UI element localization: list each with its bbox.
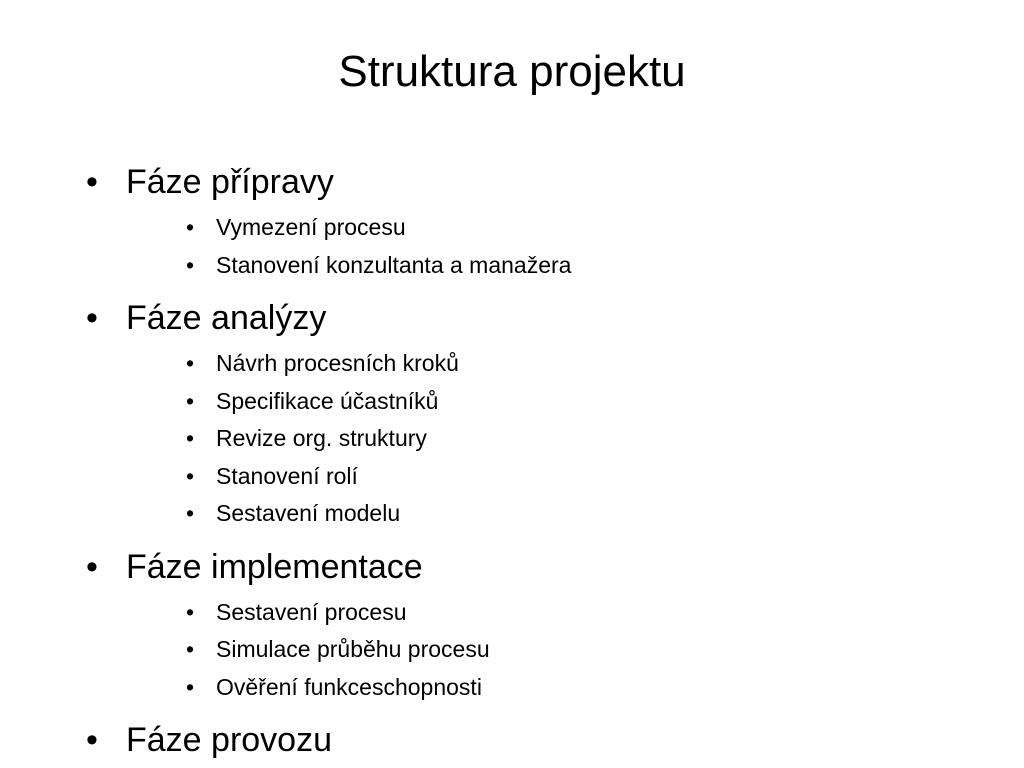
bullet-label: Stanovení konzultanta a manažera (216, 251, 572, 278)
bullet-icon: • (186, 214, 195, 240)
bullet-item-level-2 (86, 247, 986, 285)
bullet-item-level-2 (86, 383, 986, 421)
bullet-icon: • (86, 299, 98, 337)
bullet-icon: • (186, 350, 195, 376)
bullet-item-level-2 (86, 458, 986, 496)
bullet-label: Sestavení procesu (216, 598, 407, 625)
bullet-icon: • (186, 425, 195, 451)
bullet-label: Specifikace účastníků (216, 387, 439, 414)
bullet-item-level-2 (86, 594, 986, 632)
bullet-label: Revize org. struktury (216, 425, 427, 451)
bullet-icon: • (186, 636, 195, 662)
slide-content (86, 155, 986, 767)
bullet-label: Sestavení modelu (216, 500, 401, 526)
bullet-label: Ověření funkceschopnosti (216, 673, 482, 700)
bullet-item-level-2 (86, 345, 986, 383)
bullet-item-level-1 (86, 713, 986, 767)
bullet-item-level-2 (86, 669, 986, 707)
bullet-item-level-1 (86, 155, 986, 209)
bullet-icon: • (86, 163, 98, 201)
bullet-item-level-2 (86, 420, 986, 458)
bullet-label: Simulace průběhu procesu (216, 636, 490, 662)
section-implementace (86, 540, 986, 714)
bullet-label: Návrh procesních kroků (216, 350, 459, 376)
sub-bullet-list (86, 594, 986, 714)
bullet-label: Fáze provozu (126, 721, 332, 759)
bullet-icon: • (186, 598, 195, 625)
bullet-label: Stanovení rolí (216, 462, 358, 489)
bullet-item-level-1 (86, 291, 986, 345)
slide-title: Struktura projektu (338, 47, 686, 96)
bullet-label: Fáze implementace (126, 547, 423, 586)
section-analyza (86, 291, 986, 540)
bullet-icon: • (86, 721, 98, 759)
bullet-item-level-2 (86, 209, 986, 247)
bullet-label: Vymezení procesu (216, 214, 406, 240)
bullet-icon: • (186, 462, 195, 489)
bullet-icon: • (186, 673, 195, 700)
sub-bullet-list (86, 209, 986, 291)
bullet-icon: • (186, 251, 195, 278)
bullet-item-level-2 (86, 631, 986, 669)
bullet-icon: • (86, 547, 98, 586)
bullet-label: Fáze analýzy (126, 299, 327, 337)
sub-bullet-list (86, 345, 986, 540)
bullet-item-level-1 (86, 540, 986, 594)
bullet-icon: • (186, 500, 195, 526)
section-provoz (86, 713, 986, 767)
bullet-icon: • (186, 387, 195, 414)
section-priprava (86, 155, 986, 291)
bullet-item-level-2 (86, 495, 986, 533)
bullet-label: Fáze přípravy (126, 163, 334, 201)
